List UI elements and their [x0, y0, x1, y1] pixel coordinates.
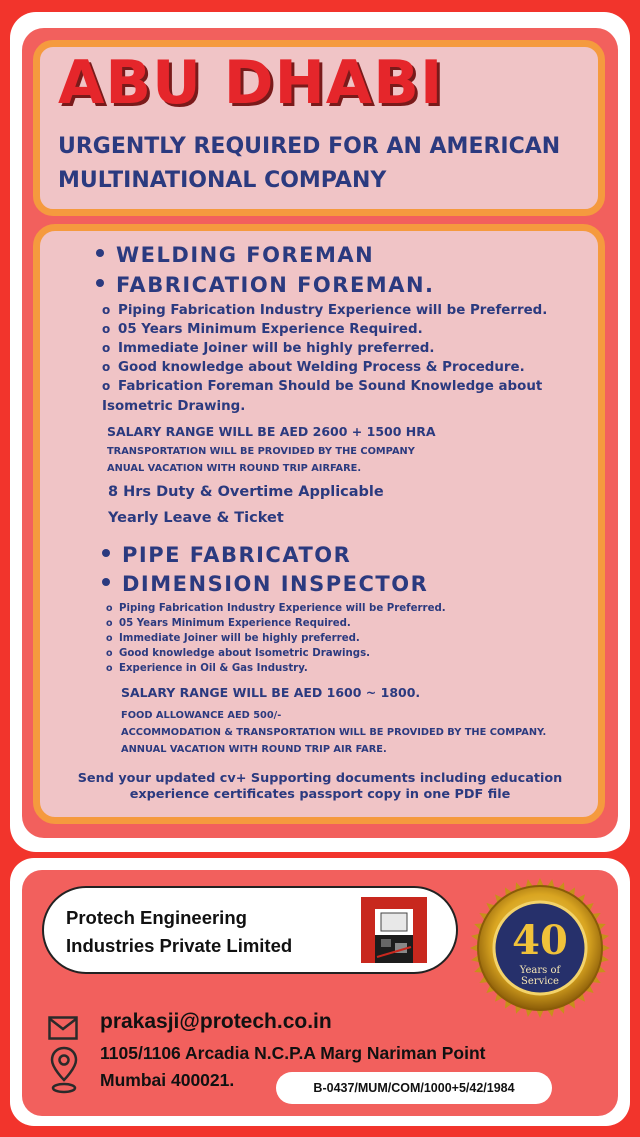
requirement-item: o 05 Years Minimum Experience Required. — [102, 322, 423, 337]
page-subtitle: URGENTLY REQUIRED FOR AN AMERICAN MULTINATIONAL COMPANY — [58, 134, 561, 193]
circle-bullet-icon: o — [106, 603, 113, 614]
page-title: ABU DHABI — [58, 48, 444, 118]
requirement-item: o Experience in Oil & Gas Industry. — [106, 663, 308, 674]
circle-bullet-icon: o — [106, 618, 113, 629]
svg-text:40: 40 — [512, 917, 568, 964]
circle-bullet-icon: o — [102, 341, 111, 355]
circle-bullet-icon: o — [102, 303, 111, 317]
vacation-note: ANNUAL VACATION WITH ROUND TRIP AIR FARE. — [121, 744, 387, 755]
registration-number: B-0437/MUM/COM/1000+5/42/1984 — [276, 1072, 552, 1104]
salary-range: SALARY RANGE WILL BE AED 1600 ~ 1800. — [121, 685, 421, 700]
years-of-service-badge — [468, 876, 612, 1020]
envelope-icon — [48, 1016, 78, 1040]
bullet-icon — [96, 279, 104, 287]
circle-bullet-icon: o — [106, 648, 113, 659]
company-logo — [359, 895, 429, 965]
accommodation-note: ACCOMMODATION & TRANSPORTATION WILL BE PROVIDED BY THE COMPANY. — [121, 727, 547, 738]
submission-note: Send your updated cv+ Supporting documents including education experience certificates passport copy in one PDF file — [77, 771, 563, 802]
vacation-note: ANUAL VACATION WITH ROUND TRIP AIRFARE. — [107, 463, 362, 474]
circle-bullet-icon: o — [106, 633, 113, 644]
badge-ray — [536, 878, 543, 886]
badge-ray — [536, 1010, 543, 1018]
food-allowance: FOOD ALLOWANCE AED 500/- — [121, 710, 282, 721]
company-name: Protech Engineering Industries Private Limited — [66, 907, 293, 956]
circle-bullet-icon: o — [102, 379, 111, 393]
requirement-item: o Good knowledge about Isometric Drawings. — [106, 648, 371, 659]
circle-bullet-icon: o — [102, 322, 111, 336]
transport-note: TRANSPORTATION WILL BE PROVIDED BY THE COMPANY — [107, 446, 415, 457]
bullet-icon — [102, 578, 110, 586]
position-dimension-inspector: DIMENSION INSPECTOR — [102, 572, 428, 596]
bullet-icon — [96, 249, 104, 257]
salary-range: SALARY RANGE WILL BE AED 2600 + 1500 HRA — [107, 424, 436, 439]
badge-ray — [470, 944, 478, 951]
circle-bullet-icon: o — [106, 663, 113, 674]
contact-address: 1105/1106 Arcadia N.C.P.A Marg Nariman Point Mumbai 400021. — [100, 1043, 486, 1090]
circle-bullet-icon: o — [102, 360, 111, 374]
position-welding-foreman: WELDING FOREMAN — [96, 243, 374, 267]
contact-email[interactable]: prakasji@protech.co.in — [100, 1010, 332, 1033]
requirement-item: o Good knowledge about Welding Process & Procedure. — [102, 360, 525, 375]
bullet-icon — [102, 549, 110, 557]
position-fabrication-foreman: FABRICATION FOREMAN. — [96, 273, 435, 297]
duty-note: 8 Hrs Duty & Overtime Applicable — [108, 484, 384, 500]
svg-text:Years of: Years of — [519, 965, 561, 976]
requirement-item: o Fabrication Foreman Should be Sound Knowledge about — [102, 379, 543, 394]
requirement-item: o 05 Years Minimum Experience Required. — [106, 618, 351, 629]
requirement-item: o Immediate Joiner will be highly preferred. — [106, 633, 360, 644]
leave-note: Yearly Leave & Ticket — [108, 510, 284, 526]
position-pipe-fabricator: PIPE FABRICATOR — [102, 543, 351, 567]
map-pin-icon — [50, 1046, 78, 1096]
requirement-item: o Piping Fabrication Industry Experience will be Preferred. — [102, 303, 548, 318]
requirement-item: o Piping Fabrication Industry Experience will be Preferred. — [106, 603, 446, 614]
requirement-continuation: Isometric Drawing. — [102, 399, 246, 414]
badge-ray — [602, 944, 610, 951]
svg-text:Service: Service — [521, 976, 559, 987]
requirement-item: o Immediate Joiner will be highly preferred. — [102, 341, 435, 356]
